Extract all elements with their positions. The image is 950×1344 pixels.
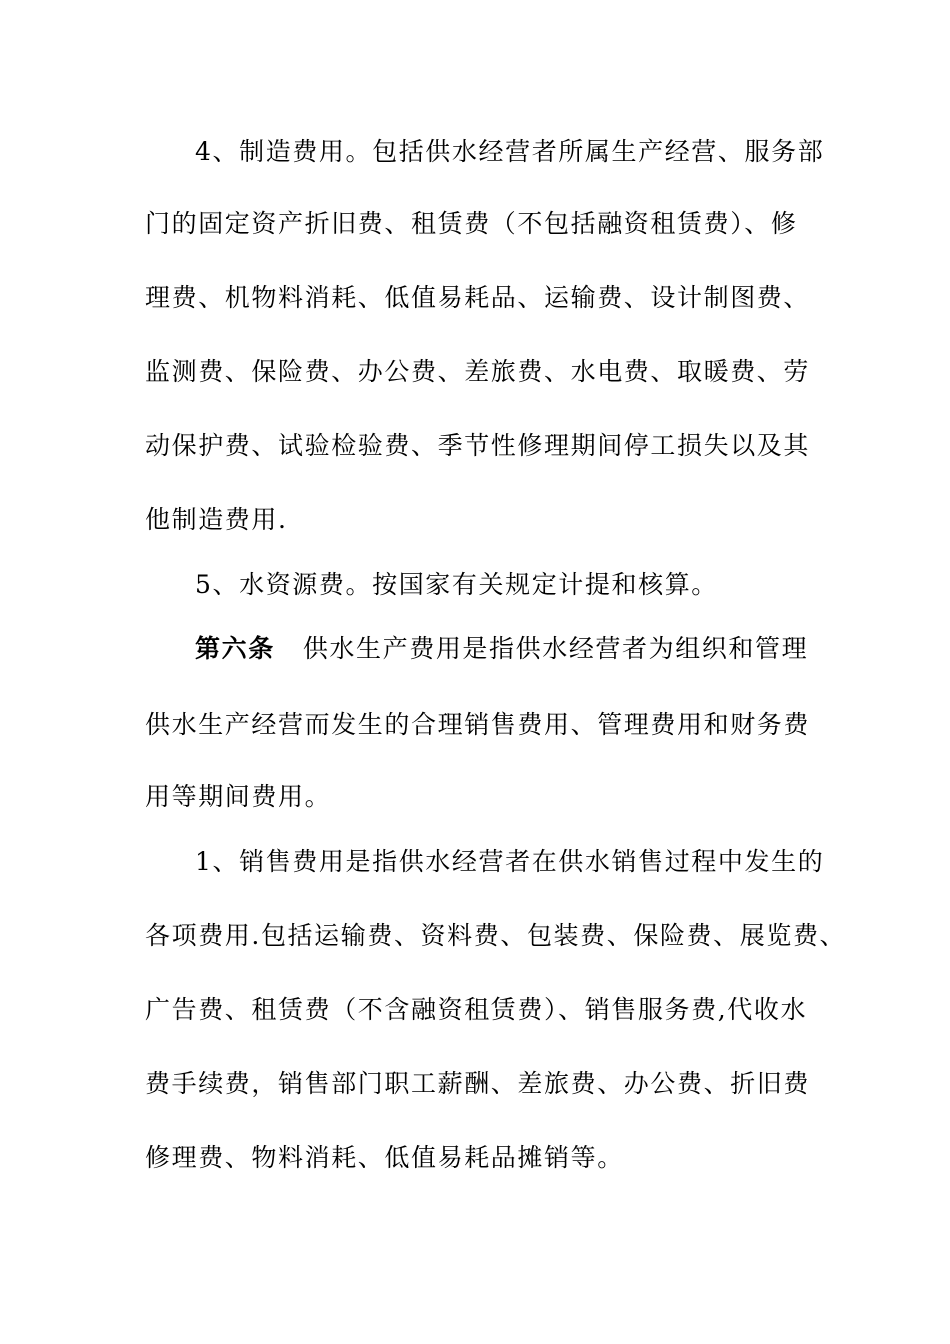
paragraph-line: 4、制造费用。包括供水经营者所属生产经营、服务部: [195, 137, 825, 166]
paragraph-line: 监测费、保险费、办公费、差旅费、水电费、取暖费、劳: [145, 357, 811, 386]
paragraph-line: 1、销售费用是指供水经营者在供水销售过程中发生的: [195, 847, 825, 876]
article-line: [195, 634, 808, 664]
article-heading: 第六条: [195, 634, 275, 663]
paragraph-line: 门的固定资产折旧费、租赁费（不包括融资租赁费）、修: [145, 209, 798, 238]
paragraph-line: 修理费、物料消耗、低值易耗品摊销等。: [145, 1143, 624, 1172]
paragraph-line: 他制造费用.: [145, 505, 288, 534]
article-text: 供水生产费用是指供水经营者为组织和管理: [302, 634, 809, 663]
paragraph-line: 供水生产经营而发生的合理销售费用、管理费用和财务费: [145, 710, 811, 739]
paragraph-line: 动保护费、试验检验费、季节性修理期间停工损失以及其: [145, 431, 811, 460]
paragraph-line: 各项费用.包括运输费、资料费、包装费、保险费、展览费、: [145, 921, 847, 950]
paragraph-line: 费手续费，销售部门职工薪酬、差旅费、办公费、折旧费: [145, 1069, 811, 1098]
paragraph-line: 理费、机物料消耗、低值易耗品、运输费、设计制图费、: [145, 283, 811, 312]
paragraph-line: 广告费、租赁费（不含融资租赁费）、销售服务费,代收水: [145, 995, 808, 1024]
paragraph-line: 用等期间费用。: [145, 782, 332, 811]
paragraph-line: 5、水资源费。按国家有关规定计提和核算。: [195, 570, 718, 599]
